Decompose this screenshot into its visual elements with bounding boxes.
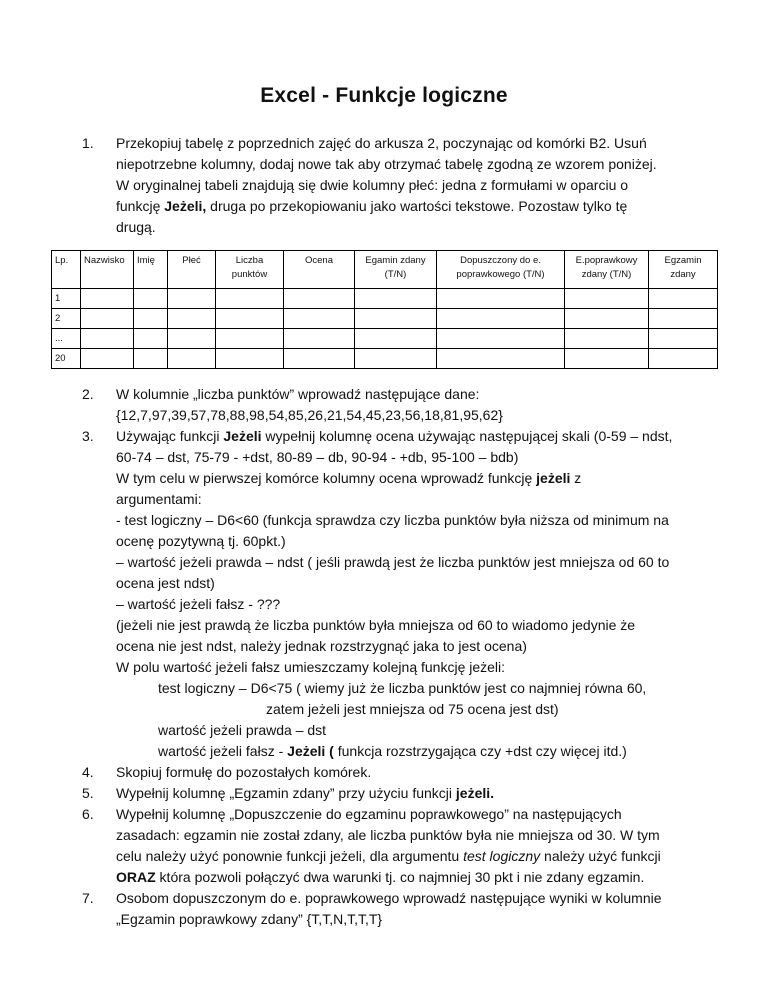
keyword-oraz: ORAZ [116,869,156,885]
item-number: 3. [82,428,94,444]
template-table [51,250,718,369]
col-header-ocena: Ocena [284,251,355,289]
table-row [52,309,718,329]
item1-line-5: drugą. [116,219,156,235]
item1-line-3: W oryginalnej tabeli znajdują się dwie kolumny płeć: jedna z formułami w oparciu o [116,177,629,193]
item-number: 4. [82,764,94,780]
instruction-item-2: 2. W kolumnie „liczba punktów” wprowadź następujące dane: {12,7,97,39,57,78,88,98,54,85,26,21,54,45,23,56,18,81,95,62} [82,384,702,426]
instruction-item-3: 3. Używając funkcji Jeżeli wypełnij kolumnę ocena używając następującej skali (0-59 – ndst, 60-74 – dst, 75-79 - +dst, 80-89 – db, 90-94 - +db, 95-100 – bdb) W tym celu w pierwszej komórce kolumny ocena wprowadź funkcję jeżeli z argumentami: - test logiczny – D6<60 (funkcja sprawdza czy liczba punktów była niższa od minimum na ocenę pozytywną tj. 60pkt.) – wartość jeżeli prawda – ndst ( jeśli prawdą jest że liczba punktów jest mniejsza od 60 to ocena jest ndst) – wartość jeżeli fałsz - ??? (jeżeli nie jest prawdą że liczba punktów była mniejsza od 60 to wiadomo jedynie że ocena nie jest ndst, należy jednak rozstrzygnąć jaka to jest ocena) W polu wartość jeżeli fałsz umieszczamy kolejną funkcję jeżeli: test logiczny – D6<75 ( wiemy już że liczba punktów jest co najmniej równa 60, zatem jeżeli jest mniejsza od 75 ocena jest dst) wartość jeżeli prawda – dst wartość jeżeli fałsz - Jeżeli ( funkcja rozstrzygająca czy +dst czy więcej itd.) [82,428,673,759]
col-header-liczba-punktow: Liczba punktów [216,251,284,289]
col-header-poprawkowy-zdany: E.poprawkowy zdany (T/N) [565,251,649,289]
col-header-egzamin-zdany: Egzamin zdany [649,251,718,289]
keyword-jezeli: jeżeli [536,470,571,486]
row-number: ... [52,329,81,349]
item1-line-4: funkcję Jeżeli, druga po przekopiowaniu jako wartości tekstowe. Pozostaw tylko tę [116,198,628,214]
col-header-dopuszczony: Dopuszczony do e. poprawkowego (T/N) [437,251,565,289]
instruction-item-5: 5. Wypełnij kolumnę „Egzamin zdany” przy użyciu funkcji jeżeli. [82,783,702,804]
item-number: 7. [82,890,94,906]
col-header-nazwisko: Nazwisko [81,251,134,289]
row-number: 20 [52,349,81,369]
points-data: {12,7,97,39,57,78,88,98,54,85,26,21,54,45,23,56,18,81,95,62} [116,407,503,423]
page-title: Excel - Funkcje logiczne [260,84,508,107]
instruction-item-1 [82,133,702,238]
table-row [52,289,718,309]
table-row [52,329,718,349]
table-row [52,349,718,369]
instruction-item-4: 4. Skopiuj formułę do pozostałych komórek. [82,762,702,783]
instruction-item-7: 7. Osobom dopuszczonym do e. poprawkowego wprowadź następujące wyniki w kolumnie „Egzamin poprawkowy zdany” {T,T,N,T,T,T} [82,890,662,927]
item-number: 6. [82,806,94,822]
row-number: 1 [52,289,81,309]
instruction-item-6: 6. Wypełnij kolumnę „Dopuszczenie do egzaminu poprawkowego” na następujących zasadach: egzamin nie został zdany, ale liczba punktów była nie mniejsza od 30. W tym celu należy użyć ponownie funkcji jeżeli, dla argumentu test logiczny należy użyć funkcji ORAZ która pozwoli połączyć dwa warunki tj. co najmniej 30 pkt i nie zdany egzamin. [82,806,661,885]
item1-line-1: Przekopiuj tabelę z poprzednich zajęć do arkusza 2, poczynając od komórki B2. Usuń [116,135,647,151]
keyword-jezeli: Jeżeli, [164,198,207,214]
item-number: 1. [82,135,94,151]
col-header-plec: Płeć [168,251,216,289]
col-header-lp: Lp. [52,251,81,289]
col-header-imie: Imię [134,251,168,289]
italic-term: test logiczny [463,848,541,864]
keyword-jezeli: Jeżeli ( [287,743,334,759]
item1-line-2: niepotrzebne kolumny, dodaj nowe tak aby otrzymać tabelę zgodną ze wzorem poniżej. [116,156,657,172]
row-number: 2 [52,309,81,329]
table-header-row [52,251,718,289]
keyword-jezeli: jeżeli. [455,785,495,801]
item-number: 5. [82,785,94,801]
item-number: 2. [82,386,94,402]
keyword-jezeli: Jeżeli [223,428,262,444]
instructions-list [82,384,702,930]
col-header-egzamin-zdany-tn: Egamin zdany (T/N) [355,251,437,289]
